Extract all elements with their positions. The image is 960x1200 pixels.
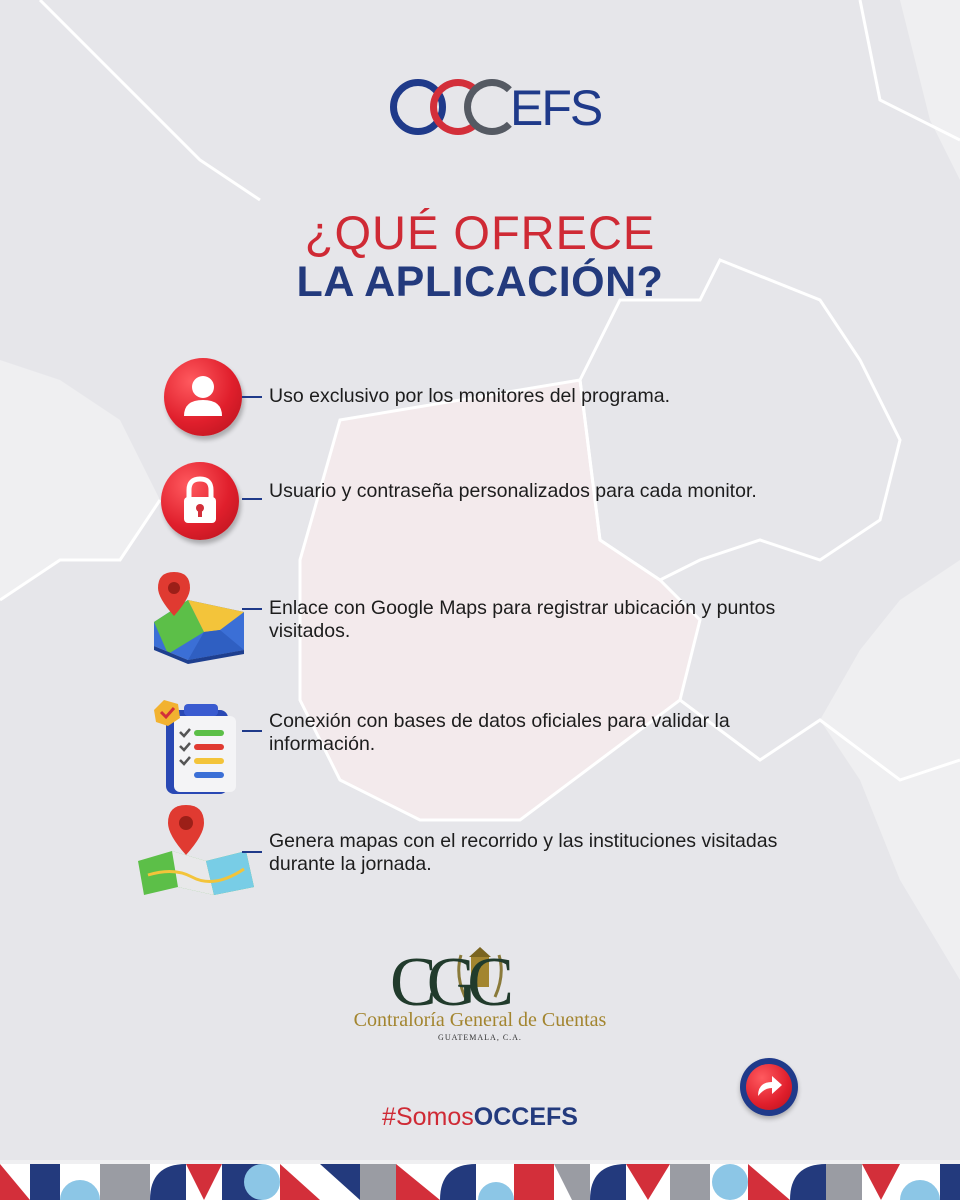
connector-line — [242, 851, 262, 853]
hashtag-prefix: #Somos — [382, 1103, 474, 1131]
feature-item — [130, 805, 830, 895]
feature-item — [130, 458, 830, 548]
feature-text: Genera mapas con el recorrido y las instituciones visitadas durante la jornada. — [269, 830, 778, 875]
feature-text: Uso exclusivo por los monitores del programa. — [269, 385, 671, 407]
cgc-letters: CGC — [390, 944, 504, 1021]
connector-line — [242, 608, 262, 610]
connector-line — [242, 396, 262, 398]
cgc-name: Contraloría General de Cuentas — [353, 1009, 607, 1031]
feature-item — [130, 572, 830, 662]
cgc-subtitle: GUATEMALA, C.A. — [438, 1033, 522, 1042]
logo-efs-letters: EFS — [510, 80, 602, 136]
feature-item — [130, 352, 830, 442]
map-route-icon — [130, 805, 260, 895]
cgc-logo — [330, 945, 630, 1055]
feature-item — [130, 694, 830, 784]
connector-line — [242, 730, 262, 732]
connector-line — [242, 498, 262, 500]
feature-text: Usuario y contraseña personalizados para cada monitor. — [269, 480, 757, 502]
feature-text: Enlace con Google Maps para registrar ubicación y puntos visitados. — [269, 597, 776, 642]
title-line-1: ¿QUÉ OFRECE — [304, 206, 656, 259]
hashtag-suffix: OCCEFS — [473, 1103, 578, 1131]
user-icon — [130, 352, 260, 442]
decorative-footer-band — [0, 1164, 960, 1200]
title-line-2: LA APLICACIÓN? — [296, 258, 664, 306]
feature-text: Conexión con bases de datos oficiales para validar la información. — [269, 710, 730, 755]
hashtag — [0, 1103, 960, 1132]
clipboard-checklist-icon — [130, 694, 260, 784]
occefs-logo — [390, 76, 602, 138]
google-maps-icon — [130, 572, 260, 662]
padlock-icon — [130, 458, 260, 548]
